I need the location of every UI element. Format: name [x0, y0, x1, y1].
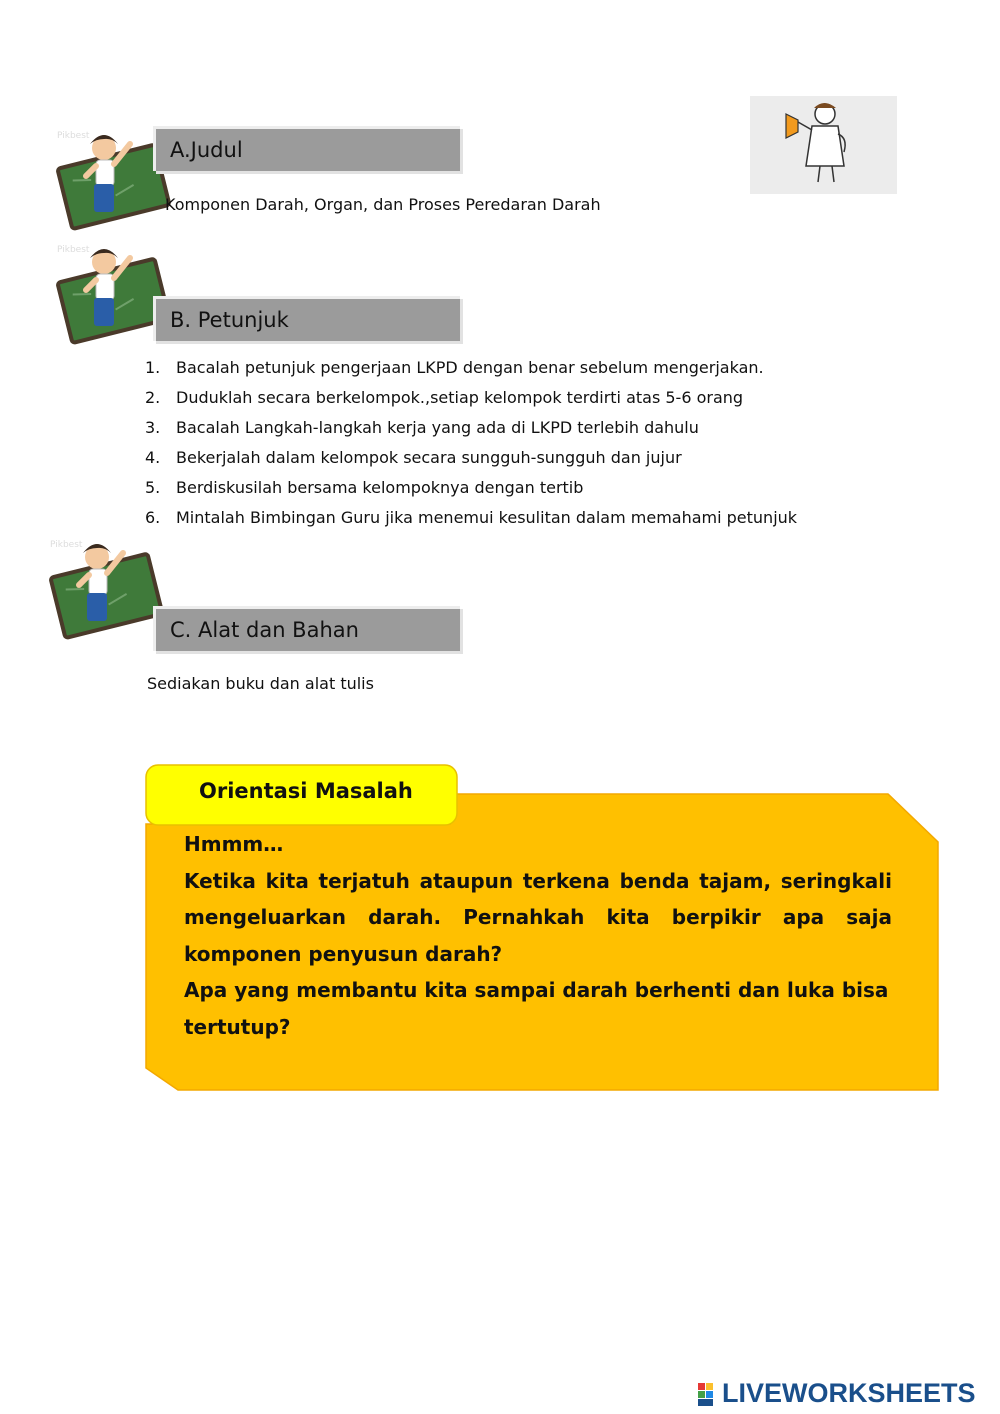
petunjuk-steps	[145, 358, 797, 538]
teacher-chalkboard-icon	[45, 535, 165, 645]
orientasi-label: Orientasi Masalah	[199, 779, 413, 803]
orientasi-line: Apa yang membantu kita sampai darah berhenti dan luka bisa tertutup?	[184, 978, 889, 1039]
section-b-heading	[153, 296, 460, 341]
orientasi-line: Ketika kita terjatuh ataupun terkena benda tajam, seringkali mengeluarkan darah. Pernahkah kita berpikir apa saja komponen penyusun darah?	[184, 868, 892, 966]
list-item: 3. Bacalah Langkah-langkah kerja yang ada di LKPD terlebih dahulu	[145, 418, 699, 437]
list-item: 6. Mintalah Bimbingan Guru jika menemui kesulitan dalam memahami petunjuk	[145, 508, 798, 527]
section-a-text: Komponen Darah, Organ, dan Proses Peredaran Darah	[165, 195, 601, 214]
orientasi-text	[184, 826, 892, 1046]
section-c-heading	[153, 606, 460, 651]
megaphone-man-icon	[750, 96, 897, 194]
liveworksheets-logo-icon	[697, 1376, 721, 1412]
section-c-heading-label: C. Alat dan Bahan	[170, 618, 359, 642]
section-c-text: Sediakan buku dan alat tulis	[147, 674, 374, 693]
list-item: 4. Bekerjalah dalam kelompok secara sungguh-sungguh dan jujur	[145, 448, 682, 467]
list-item: 2. Duduklah secara berkelompok.,setiap kelompok terdirti atas 5-6 orang	[145, 388, 744, 407]
section-b-heading-label: B. Petunjuk	[170, 308, 289, 332]
list-item: 5. Berdiskusilah bersama kelompoknya dengan tertib	[145, 478, 584, 497]
footer-brand[interactable]: LIVEWORKSHEETS	[722, 1378, 976, 1408]
section-a-heading	[153, 126, 460, 171]
orientasi-line: Hmmm…	[184, 832, 284, 856]
section-a-heading-label: A.Judul	[170, 138, 243, 162]
list-item: 1. Bacalah petunjuk pengerjaan LKPD dengan benar sebelum mengerjakan.	[145, 358, 764, 377]
